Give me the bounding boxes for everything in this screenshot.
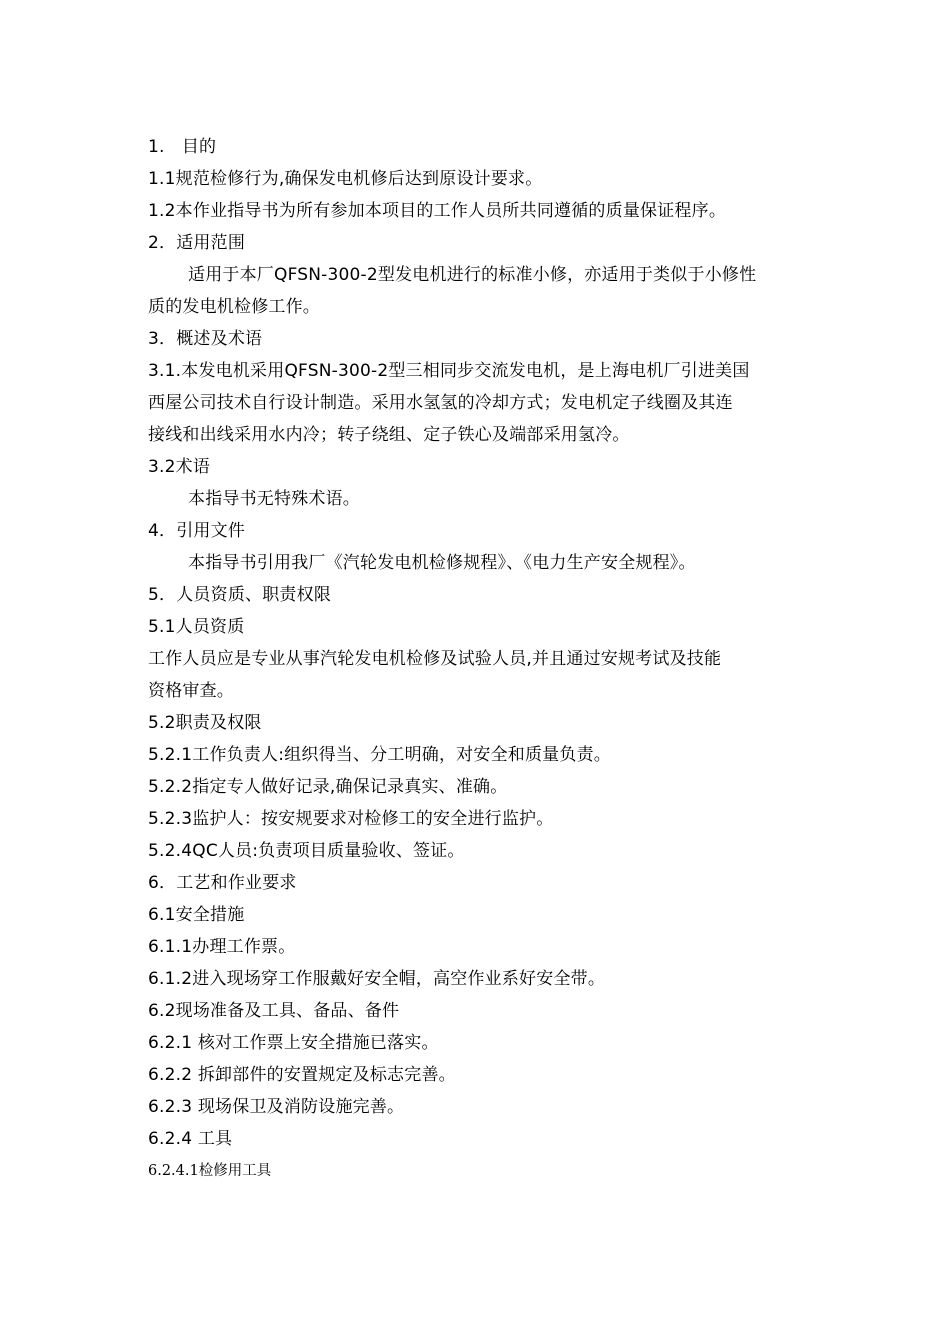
heading-6-process: 6．工艺和作业要求 — [148, 873, 297, 893]
paragraph-terms: 本指导书无特殊术语。 — [188, 489, 360, 509]
item-6-2-4-1: 6.2.4.1检修用工具 — [148, 1163, 272, 1179]
paragraph-5-1-line-2: 资格审查。 — [148, 681, 234, 701]
paragraph-1-1: 1.1规范检修行为,确保发电机修后达到原设计要求。 — [148, 169, 543, 189]
item-6-1-1: 6.1.1办理工作票。 — [148, 937, 296, 957]
paragraph-3-1-line-2: 西屋公司技术自行设计制造。采用水氢氢的冷却方式；发电机定子线圈及其连 — [148, 393, 733, 413]
item-6-2-1: 6.2.1 核对工作票上安全措施已落实。 — [148, 1033, 439, 1053]
heading-6-1-safety: 6.1安全措施 — [148, 905, 245, 925]
document-body — [148, 131, 808, 1187]
paragraph-1-2: 1.2本作业指导书为所有参加本项目的工作人员所共同遵循的质量保证程序。 — [148, 201, 727, 221]
heading-4-references: 4．引用文件 — [148, 521, 246, 541]
item-6-2-3: 6.2.3 现场保卫及消防设施完善。 — [148, 1097, 405, 1117]
heading-5-1-qualification: 5.1人员资质 — [148, 617, 245, 637]
paragraph-references: 本指导书引用我厂《汽轮发电机检修规程》、《电力生产安全规程》。 — [188, 553, 696, 573]
item-5-2-4: 5.2.4QC人员:负责项目质量验收、签证。 — [148, 841, 465, 861]
heading-5-personnel: 5．人员资质、职责权限 — [148, 585, 332, 605]
heading-3-overview: 3．概述及术语 — [148, 329, 263, 349]
heading-2-scope: 2．适用范围 — [148, 233, 246, 253]
paragraph-3-1-line-1: 3.1.本发电机采用QFSN-300-2型三相同步交流发电机，是上海电机厂引进美国 — [148, 361, 750, 381]
paragraph-scope-line-2: 质的发电机检修工作。 — [148, 297, 320, 317]
item-6-1-2: 6.1.2进入现场穿工作服戴好安全帽，高空作业系好安全带。 — [148, 969, 606, 989]
item-6-2-2: 6.2.2 拆卸部件的安置规定及标志完善。 — [148, 1065, 456, 1085]
item-5-2-2: 5.2.2指定专人做好记录,确保记录真实、准确。 — [148, 777, 508, 797]
paragraph-scope-line-1: 适用于本厂QFSN-300-2型发电机进行的标准小修，亦适用于类似于小修性 — [188, 265, 757, 285]
heading-3-2-terms: 3.2术语 — [148, 457, 211, 477]
heading-6-2-preparation: 6.2现场准备及工具、备品、备件 — [148, 1001, 400, 1021]
heading-5-2-duties: 5.2职责及权限 — [148, 713, 262, 733]
item-5-2-3: 5.2.3监护人：按安规要求对检修工的安全进行监护。 — [148, 809, 554, 829]
paragraph-5-1-line-1: 工作人员应是专业从事汽轮发电机检修及试验人员,并且通过安规考试及技能 — [148, 649, 722, 669]
item-5-2-1: 5.2.1工作负责人:组织得当、分工明确，对安全和质量负责。 — [148, 745, 611, 765]
item-6-2-4: 6.2.4 工具 — [148, 1129, 233, 1149]
heading-1-purpose: 1. 目的 — [148, 137, 217, 157]
paragraph-3-1-line-3: 接线和出线采用水内冷；转子绕组、定子铁心及端部采用氢冷。 — [148, 425, 630, 445]
